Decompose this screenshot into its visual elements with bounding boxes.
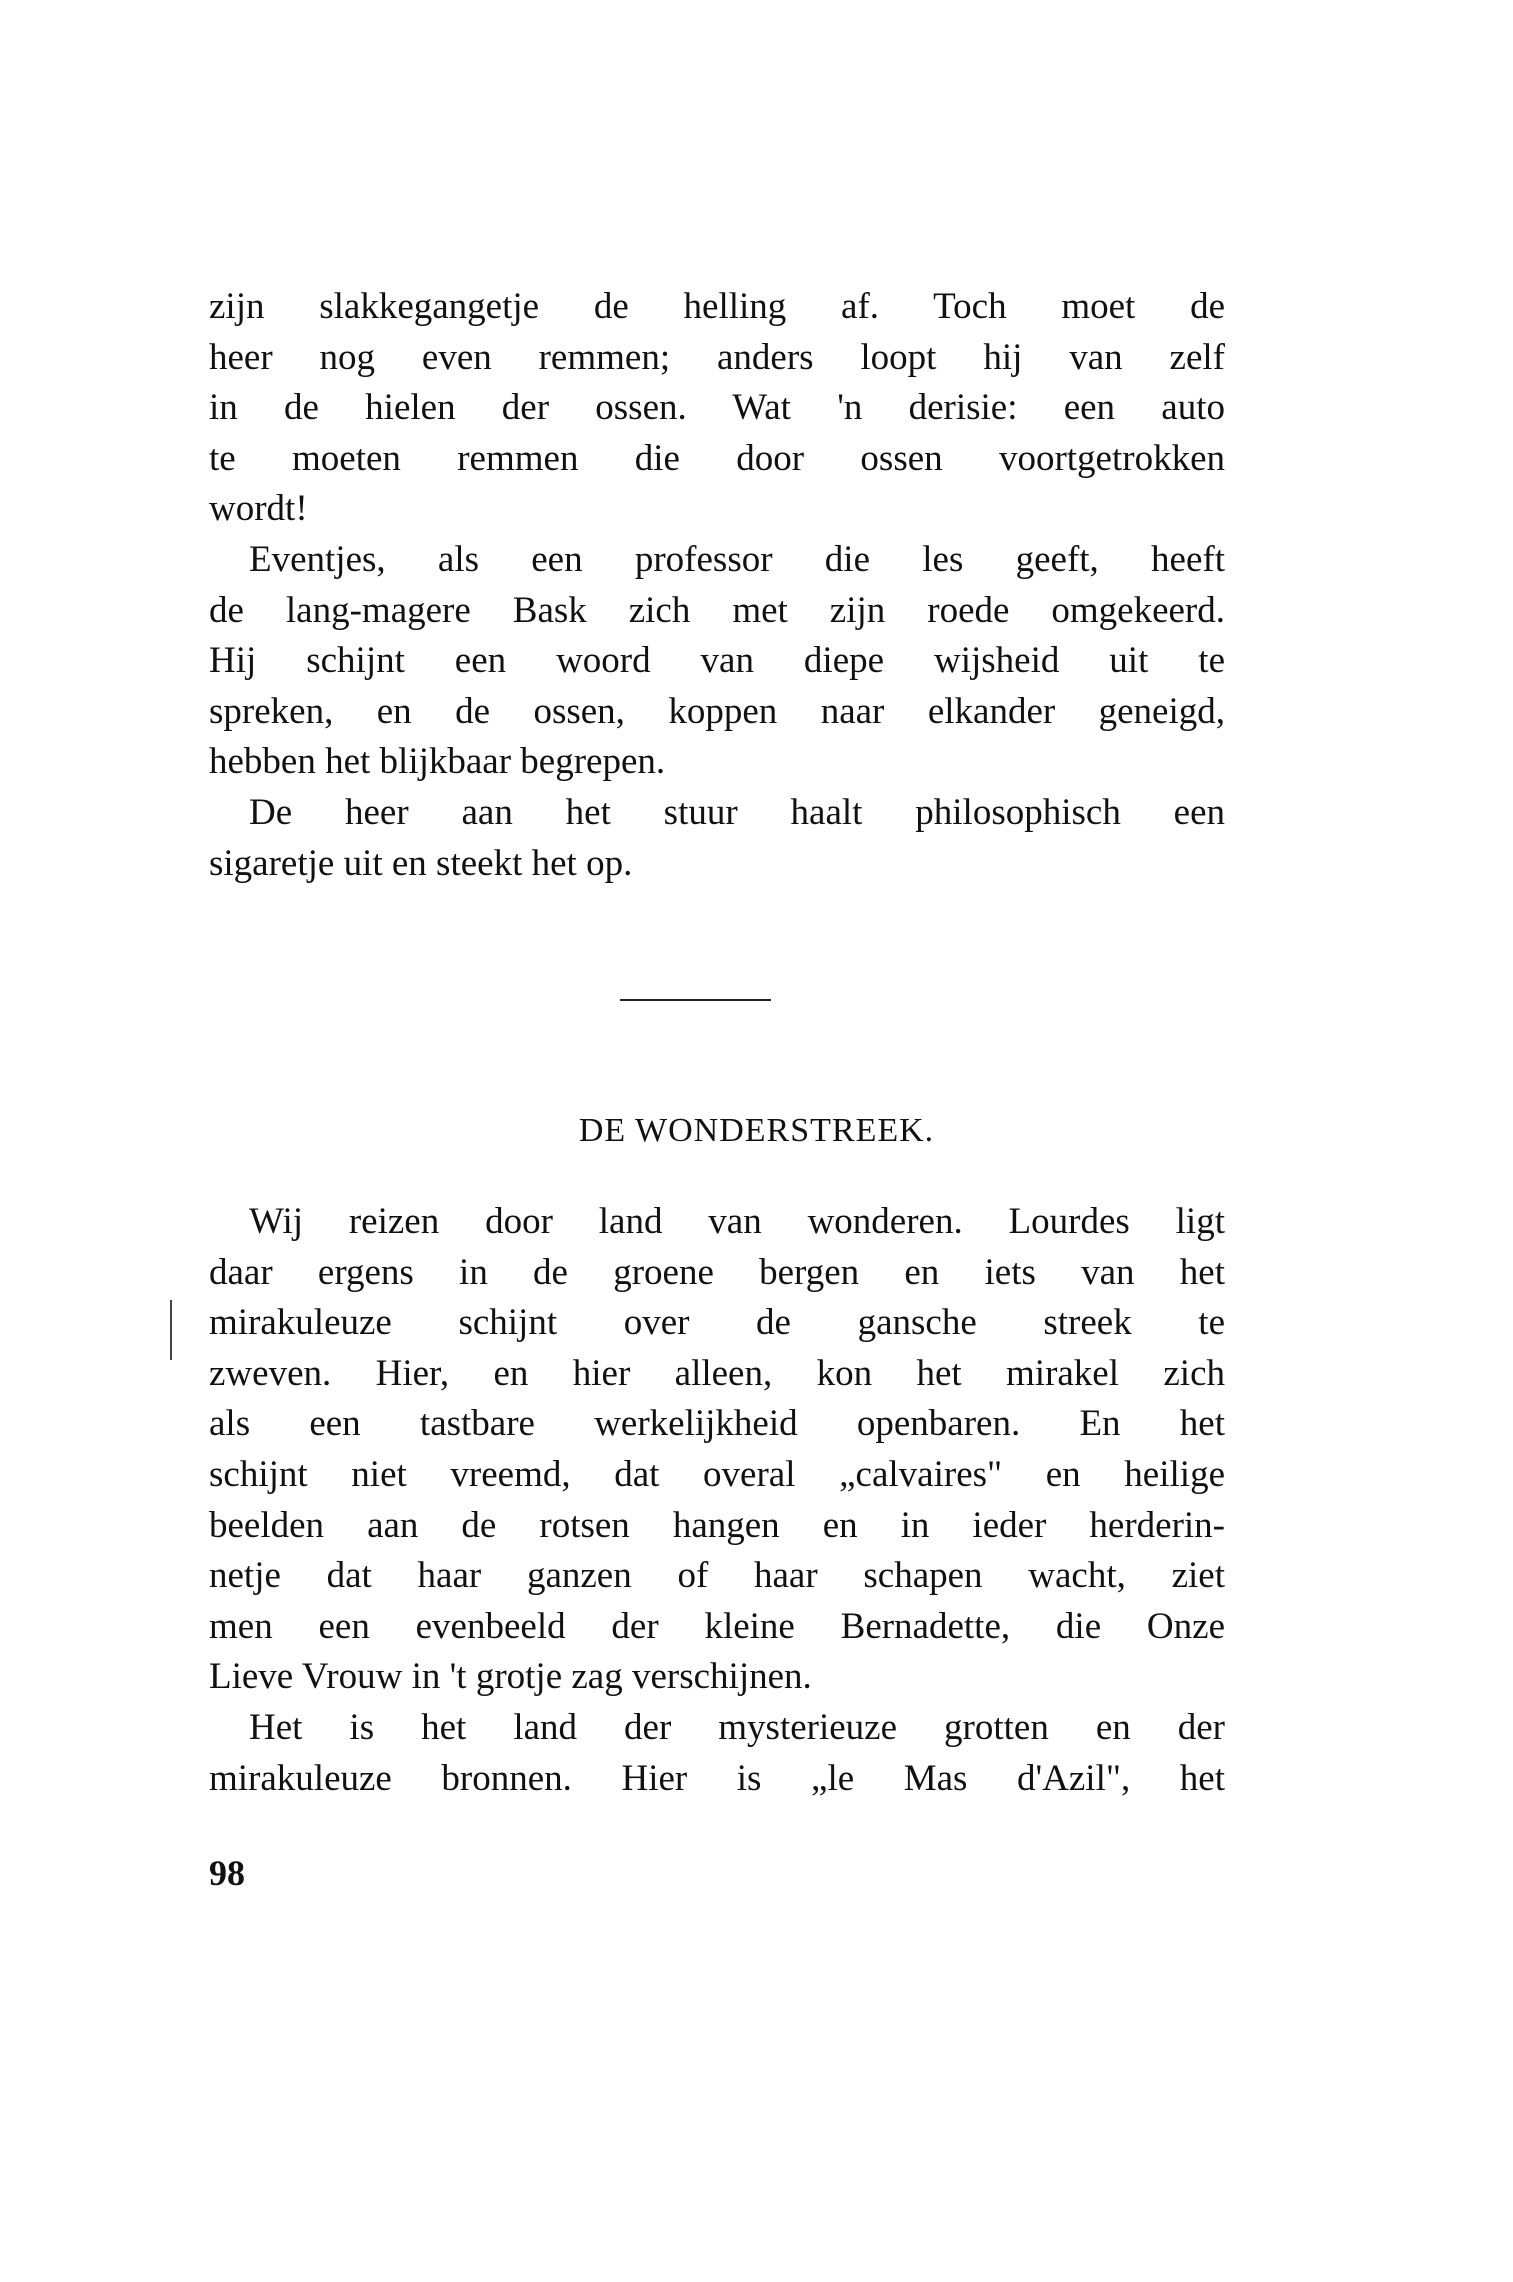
section-heading: DE WONDERSTREEK. <box>578 1112 935 1149</box>
text-line: Eventjes, als een professor die les geeft, heeft <box>249 538 1225 580</box>
body-text-bottom <box>209 1197 1225 1804</box>
text-line: beelden aan de rotsen hangen en in ieder herderin- <box>209 1504 1225 1546</box>
text-line: zijn slakkegangetje de helling af. Toch moet de <box>209 286 1225 327</box>
text-line: men een evenbeeld der kleine Bernadette, die Onze <box>209 1605 1225 1647</box>
text-line: mirakuleuze schijnt over de gansche streek te <box>209 1302 1225 1344</box>
text-line: Hij schijnt een woord van diepe wijsheid uit te <box>209 640 1225 682</box>
text-line: in de hielen der ossen. Wat 'n derisie: een auto <box>209 387 1225 429</box>
text-line: Lieve Vrouw in 't grotje zag verschijnen. <box>209 1656 812 1698</box>
text-line: te moeten remmen die door ossen voortgetrokken <box>209 437 1225 479</box>
text-line: sigaretje uit en steekt het op. <box>209 842 633 884</box>
text-line: spreken, en de ossen, koppen naar elkander geneigd, <box>209 690 1225 732</box>
text-line: heer nog even remmen; anders loopt hij van zelf <box>209 336 1225 378</box>
page-number: 98 <box>209 1853 245 1893</box>
text-line: de lang-magere Bask zich met zijn roede omgekeerd. <box>209 589 1225 631</box>
margin-mark <box>170 1300 172 1360</box>
text-line: als een tastbare werkelijkheid openbaren. En het <box>209 1403 1225 1445</box>
text-line: mirakuleuze bronnen. Hier is „le Mas d'Azil", het <box>209 1757 1225 1799</box>
text-line: Wij reizen door land van wonderen. Lourdes ligt <box>249 1201 1225 1242</box>
section-divider <box>620 999 771 1001</box>
text-line: Het is het land der mysterieuze grotten en der <box>249 1706 1225 1748</box>
text-line: De heer aan het stuur haalt philosophisch een <box>249 791 1225 833</box>
text-line: wordt! <box>209 488 308 530</box>
text-line: zweven. Hier, en hier alleen, kon het mirakel zich <box>209 1352 1225 1394</box>
text-line: daar ergens in de groene bergen en iets van het <box>209 1251 1225 1293</box>
text-line: hebben het blijkbaar begrepen. <box>209 741 666 783</box>
text-line: netje dat haar ganzen of haar schapen wacht, ziet <box>209 1555 1225 1597</box>
body-text-top <box>209 282 1225 889</box>
text-line: schijnt niet vreemd, dat overal „calvaires" en heilige <box>209 1453 1225 1495</box>
